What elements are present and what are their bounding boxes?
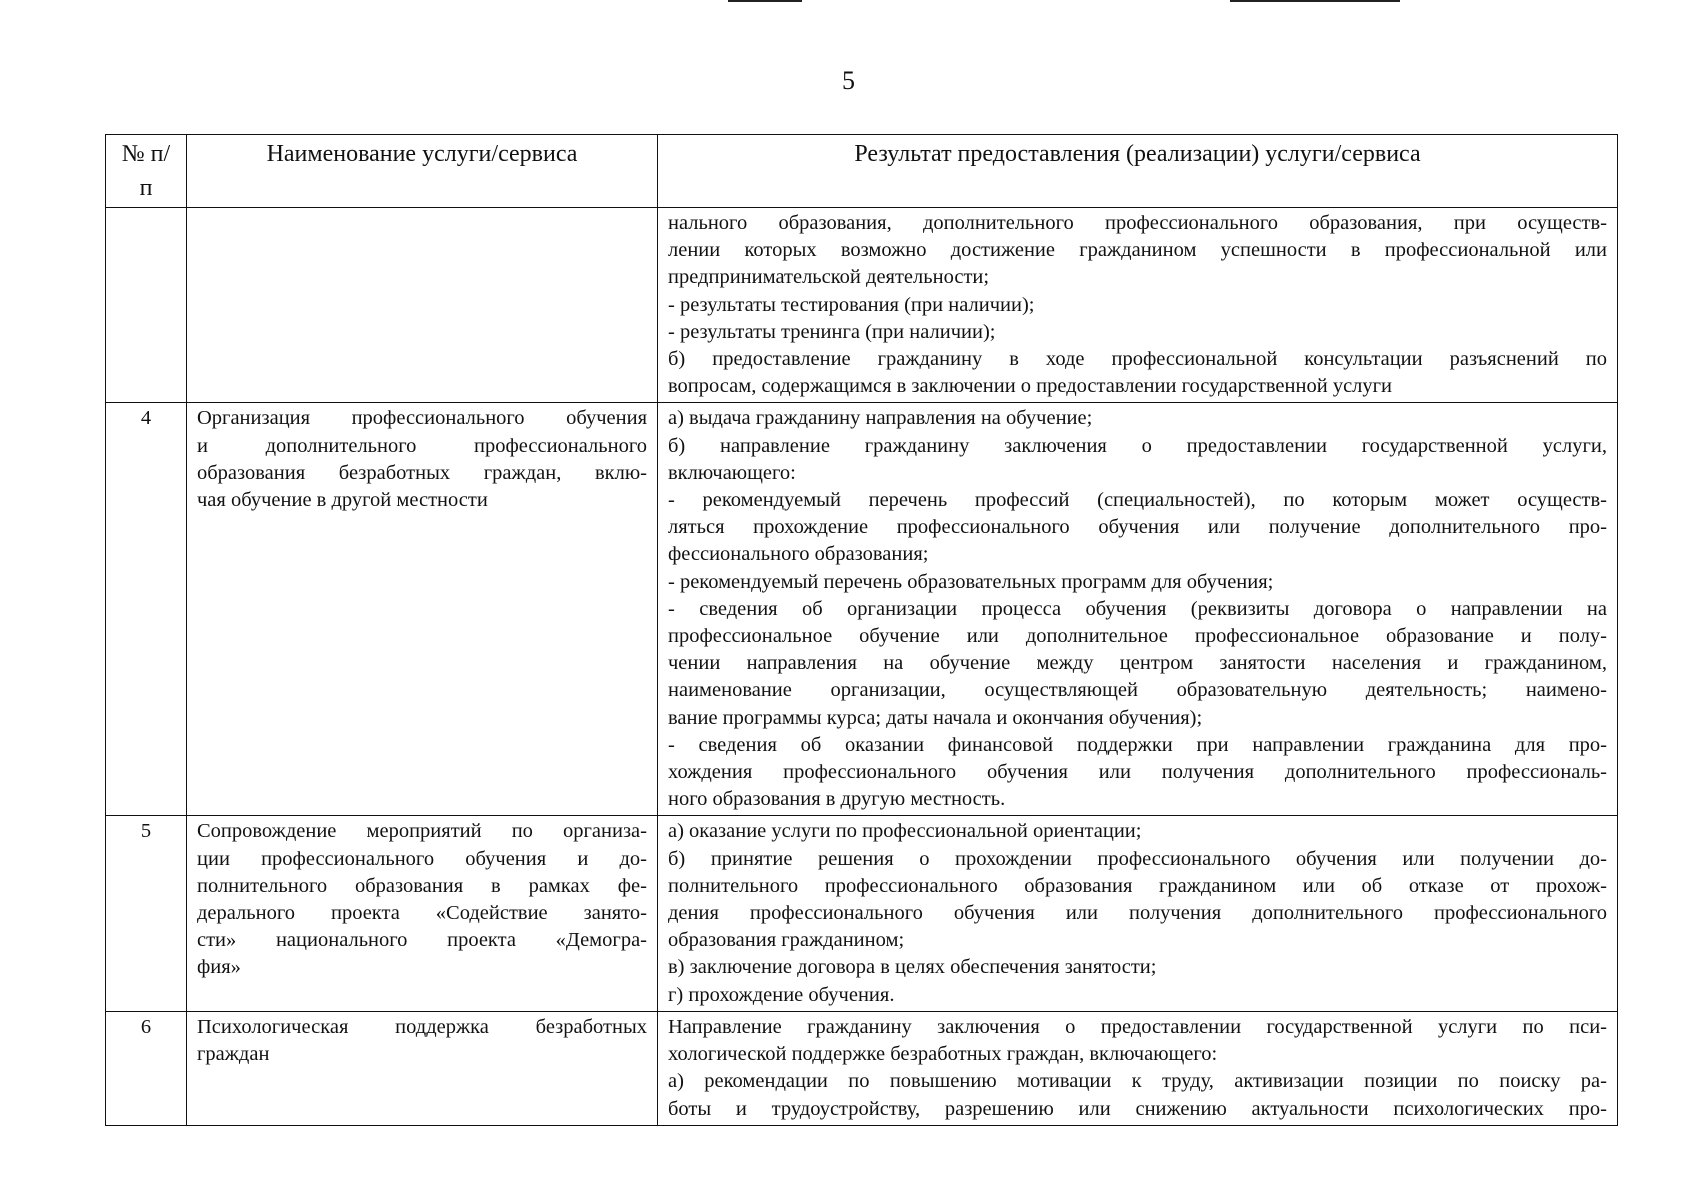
service-result-line: а) выдача гражданину направления на обучение; (668, 407, 1093, 430)
service-name-line: ции профессионального обучения и до- (197, 847, 647, 870)
row-number: 6 (106, 1011, 187, 1125)
service-result-line: лении которых возможно достижение гражданином успешности в профессиональной или (668, 239, 1607, 262)
table-row (106, 1011, 1618, 1125)
service-name-line: Организация профессионального обучения (197, 407, 647, 430)
service-name (187, 1011, 658, 1125)
service-result-line: б) предоставление гражданину в ходе профессиональной консультации разъяснений по (668, 348, 1607, 371)
service-result-line: дения профессионального обучения или получения дополнительного профессионального (668, 902, 1607, 925)
service-name-line: фия» (197, 956, 241, 979)
service-result-line: - результаты тестирования (при наличии); (668, 293, 1035, 316)
service-result-line: - рекомендуемый перечень профессий (специальностей), по которым может осуществ- (668, 489, 1607, 512)
table-body (106, 208, 1618, 1126)
service-result-line: в) заключение договора в целях обеспечения занятости; (668, 956, 1157, 979)
table-row (106, 403, 1618, 816)
service-name-line: Сопровождение мероприятий по организа- (197, 820, 647, 843)
service-result-line: - рекомендуемый перечень образовательных программ для обучения; (668, 570, 1274, 593)
service-result-line: а) рекомендации по повышению мотивации к труду, активизации позиции по поиску ра- (668, 1070, 1607, 1093)
header-name: Наименование услуги/сервиса (187, 135, 658, 208)
service-result (658, 816, 1618, 1011)
service-result-line: Направление гражданину заключения о предоставлении государственной услуги по пси- (668, 1015, 1607, 1038)
service-result-line: предпринимательской деятельности; (668, 266, 990, 289)
service-name-line: полнительного образования в рамках фе- (197, 874, 647, 897)
service-name-line: Психологическая поддержка безработных (197, 1015, 647, 1038)
service-result-line: включающего: (668, 461, 796, 484)
row-number (106, 208, 187, 403)
service-result-line: б) принятие решения о прохождении профессионального обучения или получении до- (668, 847, 1607, 870)
service-result-line: ляться прохождение профессионального обучения или получение дополнительного про- (668, 516, 1607, 539)
service-result-line: чении направления на обучение между центром занятости населения и гражданином, (668, 652, 1607, 675)
service-result-line: нального образования, дополнительного профессионального образования, при осуществ- (668, 212, 1607, 234)
service-result-line: образования гражданином; (668, 929, 905, 952)
service-result-line: боты и трудоустройству, разрешению или снижению актуальности психологических про- (668, 1097, 1607, 1120)
table-header-row (106, 135, 1618, 208)
service-result-line: а) оказание услуги по профессиональной ориентации; (668, 820, 1142, 843)
row-number: 4 (106, 403, 187, 816)
service-result-line: полнительного профессионального образования гражданином или об отказе от прохож- (668, 874, 1607, 897)
service-result (658, 1011, 1618, 1125)
service-result-line: ного образования в другую местность. (668, 788, 1006, 811)
service-name-line: образования безработных граждан, вклю- (197, 461, 647, 484)
row-number: 5 (106, 816, 187, 1011)
service-result-line: вание программы курса; даты начала и окончания обучения); (668, 706, 1203, 729)
header-result: Результат предоставления (реализации) услуги/сервиса (658, 135, 1618, 208)
service-result-line: хологической поддержке безработных граждан, включающего: (668, 1043, 1218, 1066)
header-num: № п/п (106, 135, 187, 208)
service-result-line: профессиональное обучение или дополнительное профессиональное образование и полу- (668, 625, 1607, 648)
service-result-line: наименование организации, осуществляющей образовательную деятельность; наимено- (668, 679, 1607, 702)
service-name-line: дерального проекта «Содействие занято- (197, 902, 647, 925)
service-result (658, 403, 1618, 816)
top-edge-mark-right (1230, 0, 1400, 2)
top-edge-mark-left (728, 0, 802, 2)
service-name (187, 403, 658, 816)
service-result-line: хождения профессионального обучения или получения дополнительного профессиональ- (668, 761, 1607, 784)
service-result-line: г) прохождение обучения. (668, 983, 895, 1006)
service-result-line: б) направление гражданину заключения о предоставлении государственной услуги, (668, 434, 1607, 457)
service-name-line: сти» национального проекта «Демогра- (197, 929, 647, 952)
service-name-line: чая обучение в другой местности (197, 489, 488, 512)
service-name-line: и дополнительного профессионального (197, 434, 647, 457)
page-number: 5 (842, 66, 855, 95)
service-result (658, 208, 1618, 403)
service-result-line: фессионального образования; (668, 543, 929, 566)
service-name (187, 816, 658, 1011)
service-result-line: - сведения об организации процесса обучения (реквизиты договора о направлении на (668, 597, 1607, 620)
service-name (187, 208, 658, 403)
service-result-line: вопросам, содержащимся в заключении о предоставлении государственной услуги (668, 375, 1393, 398)
service-result-line: - результаты тренинга (при наличии); (668, 320, 996, 343)
services-table (105, 134, 1618, 1126)
service-result-line: - сведения об оказании финансовой поддержки при направлении гражданина для про- (668, 733, 1607, 756)
table-row (106, 208, 1618, 403)
table-row (106, 816, 1618, 1011)
service-name-line: граждан (197, 1043, 270, 1066)
